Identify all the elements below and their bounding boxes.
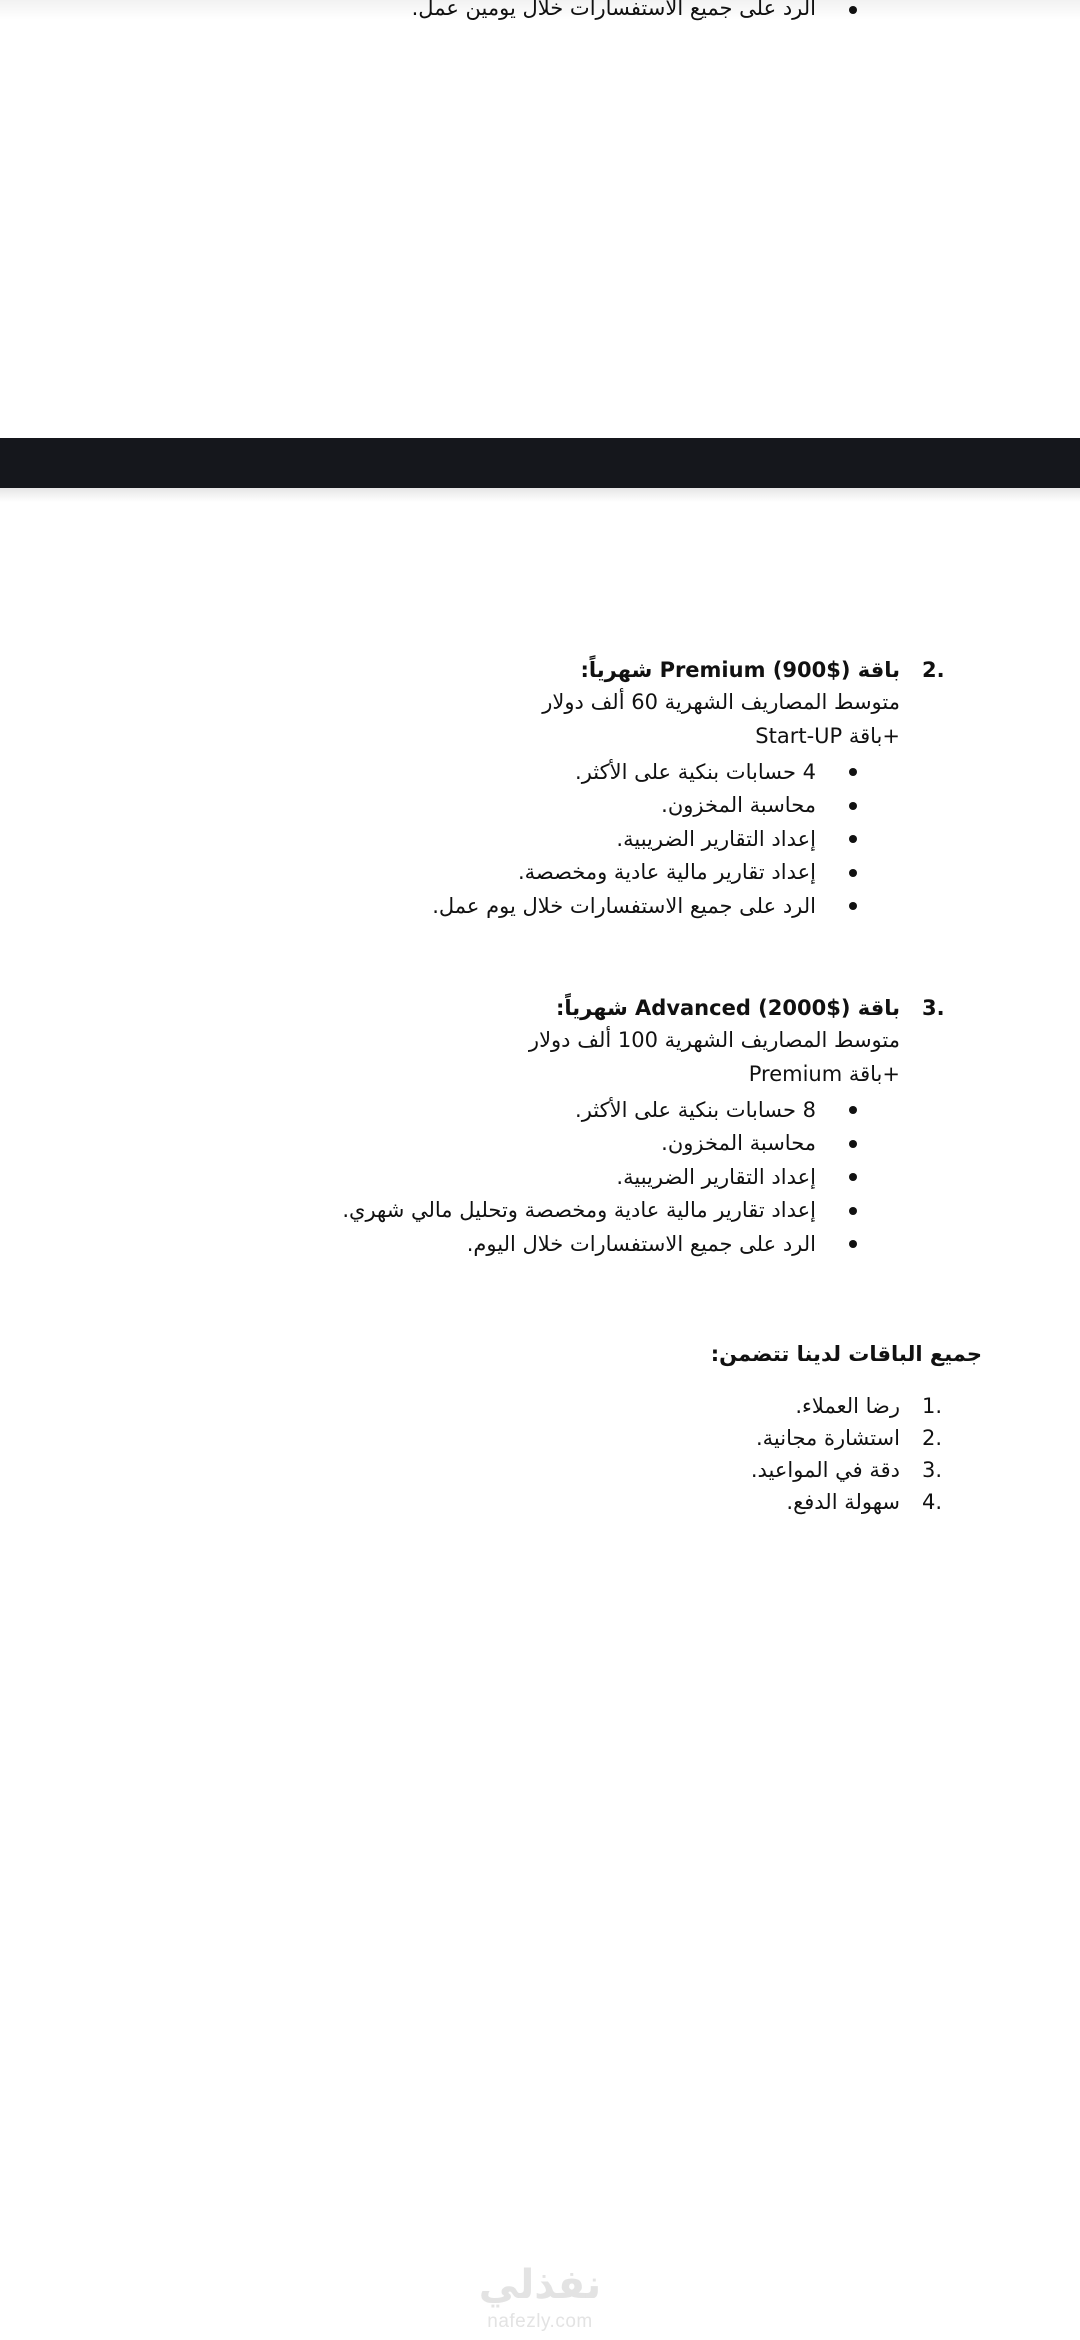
package-number: 3. xyxy=(922,996,945,1020)
list-item: الرد على جميع الاستفسارات خلال يوم عمل. xyxy=(432,894,816,918)
list-item: إعداد التقارير الضريبية. xyxy=(616,1165,816,1189)
bullet-icon xyxy=(849,1140,857,1148)
package-avg-expenses: متوسط المصاريف الشهرية 60 ألف دولار xyxy=(542,690,900,714)
package-number: 2. xyxy=(922,658,945,682)
bullet-icon xyxy=(849,869,857,877)
bullet-icon xyxy=(849,1173,857,1181)
bullet-icon xyxy=(849,6,857,14)
list-item: إعداد تقارير مالية عادية ومخصصة وتحليل مالي شهري. xyxy=(342,1198,816,1222)
page-separator-shadow xyxy=(0,488,1080,502)
list-item: دقة في المواعيد. xyxy=(750,1458,900,1482)
package-heading: باقة Advanced (2000$) شهرياً: xyxy=(555,996,900,1020)
bullet-icon xyxy=(849,802,857,810)
bullet-icon xyxy=(849,835,857,843)
list-number: 1. xyxy=(922,1394,943,1418)
watermark-logo: نفذلي xyxy=(478,2262,602,2308)
list-item: محاسبة المخزون. xyxy=(661,1131,816,1155)
list-item: محاسبة المخزون. xyxy=(661,793,816,817)
list-number: 4. xyxy=(922,1490,943,1514)
package-includes: +باقة Start-UP xyxy=(755,724,900,748)
bullet-icon xyxy=(849,902,857,910)
list-item: الرد على جميع الاستفسارات خلال اليوم. xyxy=(466,1232,816,1256)
list-item: 8 حسابات بنكية على الأكثر. xyxy=(575,1098,816,1122)
package-heading: باقة Premium (900$) شهرياً: xyxy=(580,658,900,682)
list-number: 3. xyxy=(922,1458,943,1482)
list-item: استشارة مجانية. xyxy=(755,1426,900,1450)
list-item: إعداد التقارير الضريبية. xyxy=(616,827,816,851)
section-heading: جميع الباقات لدينا تتضمن: xyxy=(710,1342,982,1366)
bullet-icon xyxy=(849,1106,857,1114)
list-item: إعداد تقارير مالية عادية ومخصصة. xyxy=(517,860,816,884)
list-item: سهولة الدفع. xyxy=(786,1490,900,1514)
list-number: 2. xyxy=(922,1426,943,1450)
list-item: 4 حسابات بنكية على الأكثر. xyxy=(575,760,816,784)
package-avg-expenses: متوسط المصاريف الشهرية 100 ألف دولار xyxy=(528,1028,900,1052)
list-item: رضا العملاء. xyxy=(795,1394,900,1418)
bullet-icon xyxy=(849,1207,857,1215)
bullet-icon xyxy=(849,768,857,776)
bullet-icon xyxy=(849,1240,857,1248)
watermark-url: nafezly.com xyxy=(487,2311,593,2332)
list-item-top-fragment: الرد على جميع الاستفسارات خلال يومين عمل. xyxy=(411,0,816,20)
page-separator xyxy=(0,438,1080,488)
package-includes: +باقة Premium xyxy=(748,1062,900,1086)
previous-page xyxy=(0,0,1080,438)
